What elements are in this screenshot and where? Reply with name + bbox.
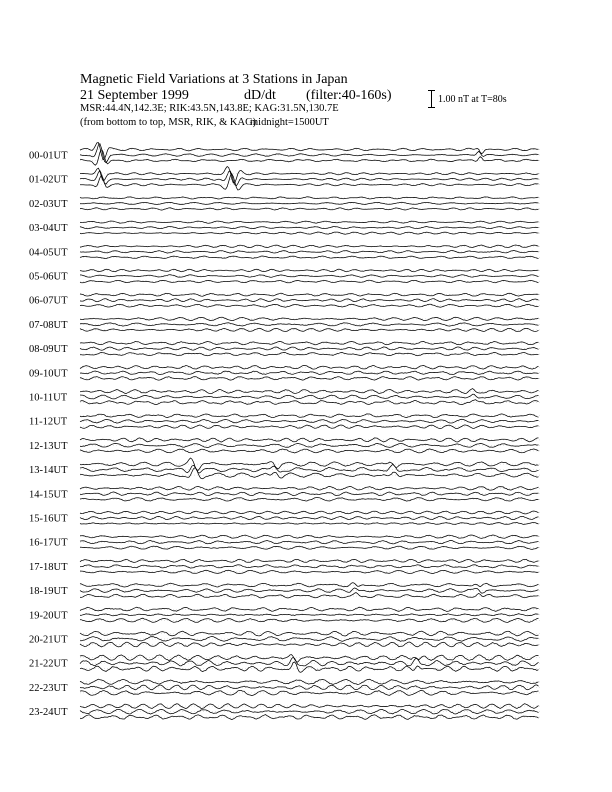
- hour-label: 04-05UT: [29, 247, 68, 259]
- trace-rik: [80, 419, 539, 423]
- hour-label: 12-13UT: [29, 440, 68, 452]
- trace-kag: [80, 414, 539, 418]
- trace-kag: [80, 559, 539, 562]
- trace-kag: [80, 245, 539, 248]
- trace-rik: [80, 227, 539, 229]
- hour-label: 17-18UT: [29, 561, 68, 573]
- trace-kag: [80, 704, 539, 709]
- trace-kag: [80, 167, 539, 184]
- trace-kag: [80, 269, 539, 272]
- trace-msr: [80, 642, 539, 647]
- hour-label: 01-02UT: [29, 174, 68, 186]
- station-coordinates: MSR:44.4N,142.3E; RIK:43.5N,143.8E; KAG:31.5N,130.7E: [80, 103, 339, 114]
- trace-rik: [80, 685, 539, 690]
- trace-rik: [80, 275, 539, 278]
- trace-rik: [80, 202, 539, 204]
- trace-msr: [80, 352, 539, 355]
- trace-msr: [80, 377, 539, 381]
- trace-msr: [80, 690, 539, 695]
- hour-label: 14-15UT: [29, 489, 68, 501]
- trace-rik: [80, 709, 539, 714]
- trace-msr: [80, 149, 539, 165]
- trace-msr: [80, 570, 539, 573]
- trace-kag: [80, 458, 539, 470]
- trace-rik: [80, 251, 539, 254]
- hour-label: 00-01UT: [29, 150, 68, 162]
- trace-msr: [80, 232, 539, 234]
- trace-kag: [80, 438, 539, 442]
- hour-label: 08-09UT: [29, 344, 68, 356]
- trace-kag: [80, 389, 539, 394]
- hour-label: 19-20UT: [29, 610, 68, 622]
- trace-msr: [80, 468, 539, 479]
- trace-msr: [80, 523, 539, 525]
- trace-rik: [80, 565, 539, 568]
- hour-label: 23-24UT: [29, 707, 68, 719]
- trace-rik: [80, 588, 539, 593]
- midnight-note: midnight=1500UT: [250, 117, 329, 128]
- trace-rik: [80, 516, 539, 519]
- hour-label: 22-23UT: [29, 682, 68, 694]
- trace-rik: [80, 637, 539, 642]
- trace-rik: [80, 541, 539, 544]
- scale-label: 1.00 nT at T=80s: [438, 94, 507, 105]
- chart-date: 21 September 1999: [80, 88, 189, 103]
- trace-kag: [80, 221, 539, 223]
- trace-rik: [80, 492, 539, 496]
- trace-rik: [80, 443, 539, 447]
- trace-rik: [80, 657, 539, 666]
- trace-rik: [80, 323, 539, 326]
- trace-msr: [80, 328, 539, 331]
- hour-label: 07-08UT: [29, 319, 68, 331]
- hour-label: 10-11UT: [29, 392, 68, 404]
- trace-msr: [80, 304, 539, 307]
- trace-msr: [80, 618, 539, 622]
- trace-rik: [80, 347, 539, 350]
- trace-kag: [80, 631, 539, 636]
- trace-msr: [80, 280, 539, 283]
- station-order-note: (from bottom to top, MSR, RIK, & KAG): [80, 117, 257, 128]
- hour-label: 11-12UT: [29, 416, 68, 428]
- trace-kag: [80, 511, 539, 514]
- trace-msr: [80, 715, 539, 720]
- trace-msr: [80, 593, 539, 598]
- hour-label: 05-06UT: [29, 271, 68, 283]
- trace-kag: [80, 143, 539, 160]
- trace-rik: [80, 299, 539, 302]
- hour-label: 16-17UT: [29, 537, 68, 549]
- component-label: dD/dt: [244, 88, 276, 103]
- hour-label: 18-19UT: [29, 586, 68, 598]
- hour-label: 13-14UT: [29, 465, 68, 477]
- trace-kag: [80, 197, 539, 199]
- chart-title: Magnetic Field Variations at 3 Stations in Japan: [80, 72, 348, 87]
- trace-msr: [80, 425, 539, 429]
- trace-kag: [80, 535, 539, 538]
- trace-msr: [80, 400, 539, 405]
- trace-msr: [80, 174, 539, 190]
- hour-label: 20-21UT: [29, 634, 68, 646]
- trace-kag: [80, 293, 539, 296]
- hour-label: 02-03UT: [29, 198, 68, 210]
- trace-rik: [80, 614, 539, 616]
- hour-label: 09-10UT: [29, 368, 68, 380]
- trace-kag: [80, 655, 539, 663]
- trace-kag: [80, 583, 539, 587]
- trace-msr: [80, 256, 539, 259]
- hour-label: 03-04UT: [29, 223, 68, 235]
- trace-msr: [80, 208, 539, 210]
- trace-rik: [80, 371, 539, 375]
- hour-label: 21-22UT: [29, 658, 68, 670]
- filter-label: (filter:40-160s): [306, 88, 392, 103]
- hour-label: 06-07UT: [29, 295, 68, 307]
- trace-msr: [80, 498, 539, 502]
- hour-label: 15-16UT: [29, 513, 68, 525]
- trace-kag: [80, 341, 539, 344]
- trace-msr: [80, 662, 539, 672]
- hour-rows: [29, 143, 540, 720]
- trace-rik: [80, 394, 539, 399]
- trace-msr: [80, 449, 539, 453]
- trace-kag: [80, 607, 539, 611]
- trace-kag: [80, 365, 539, 369]
- trace-kag: [80, 317, 539, 320]
- trace-kag: [80, 486, 539, 490]
- scale-bar: [428, 90, 435, 108]
- trace-kag: [80, 679, 539, 684]
- trace-msr: [80, 546, 539, 549]
